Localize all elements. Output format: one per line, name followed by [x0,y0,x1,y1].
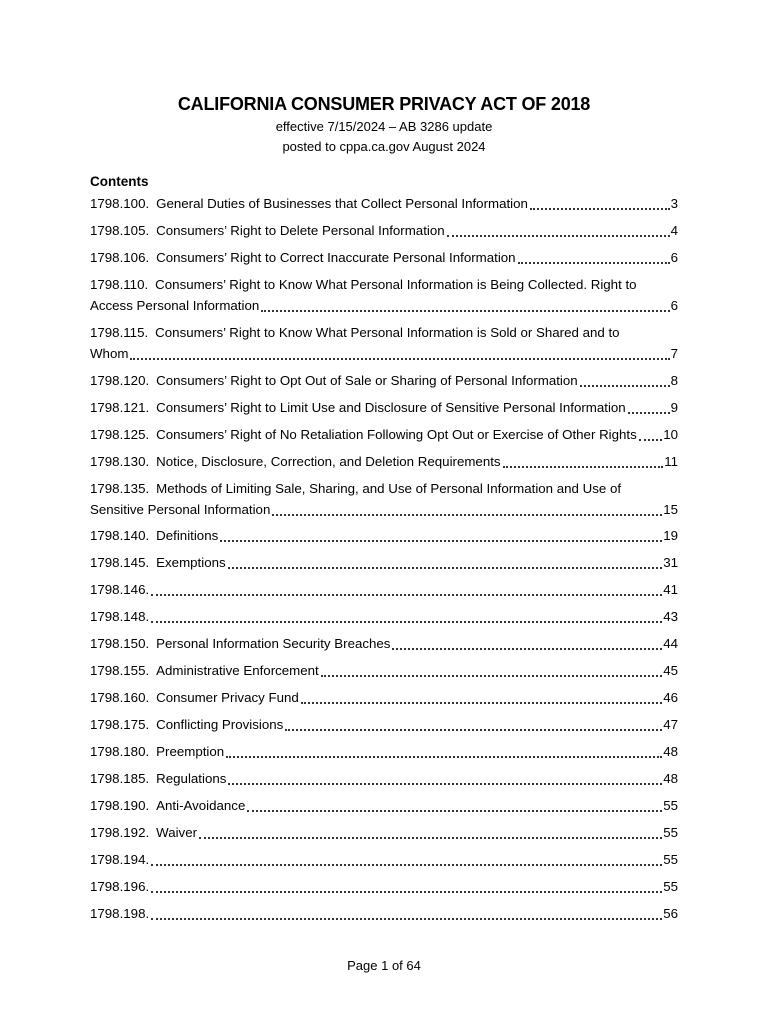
toc-line [90,903,678,924]
toc-section-number: 1798.105. [90,223,150,238]
toc-section-title: Definitions [156,528,219,543]
toc-dot-leader [228,783,662,785]
toc-dot-leader [261,310,669,312]
toc-entry[interactable] [90,220,678,241]
toc-entry[interactable] [90,579,678,600]
toc-entry[interactable] [90,903,678,924]
toc-page-number: 44 [663,636,678,651]
toc-dot-leader [130,358,669,360]
toc-dot-leader [226,756,662,758]
toc-line [90,397,678,418]
toc-section-number: 1798.140. [90,528,150,543]
toc-section-number: 1798.198. [90,906,150,921]
toc-page-number: 55 [663,825,678,840]
toc-entry[interactable] [90,822,678,843]
toc-section-title: Consumers’ Right to Know What Personal Information is Being Collected. Right to [155,277,637,292]
toc-line [90,499,678,520]
toc-dot-leader [151,918,662,920]
toc-section-title: Administrative Enforcement [156,663,319,678]
toc-page-number: 47 [663,717,678,732]
toc-section-number: 1798.145. [90,555,150,570]
toc-dot-leader [321,675,662,677]
toc-line [90,370,678,391]
toc-line [90,552,678,573]
page-footer: Page 1 of 64 [347,958,421,973]
toc-section-title-continued: Access Personal Information [90,298,260,313]
toc-line [90,478,678,499]
toc-line [90,424,678,445]
toc-page-number: 19 [663,528,678,543]
toc-line [90,714,678,735]
toc-section-number: 1798.180. [90,744,150,759]
toc-section-number: 1798.192. [90,825,150,840]
toc-section-number: 1798.160. [90,690,150,705]
toc-page-number: 11 [664,454,678,469]
toc-dot-leader [151,864,662,866]
toc-section-number: 1798.194. [90,852,150,867]
toc-page-number: 6 [670,298,678,313]
toc-page-number: 8 [670,373,678,388]
toc-entry[interactable] [90,247,678,268]
toc-line [90,295,678,316]
toc-dot-leader [272,514,662,516]
toc-dot-leader [639,439,662,441]
toc-line [90,274,678,295]
toc-section-number: 1798.148. [90,609,150,624]
toc-dot-leader [151,621,662,623]
toc-section-title: Consumers’ Right to Know What Personal Information is Sold or Shared and to [155,325,620,340]
toc-line [90,579,678,600]
toc-section-title: Consumers’ Right to Delete Personal Information [156,223,445,238]
toc-dot-leader [228,567,663,569]
toc-page-number: 4 [670,223,678,238]
toc-section-number: 1798.155. [90,663,150,678]
toc-page-number: 41 [663,582,678,597]
document-subtitle-posted: posted to cppa.ca.gov August 2024 [282,139,486,154]
toc-line [90,525,678,546]
toc-entry[interactable] [90,660,678,681]
toc-entry[interactable] [90,687,678,708]
toc-dot-leader [151,891,662,893]
toc-section-title-continued: Sensitive Personal Information [90,502,271,517]
toc-section-number: 1798.150. [90,636,150,651]
toc-line [90,451,678,472]
toc-page-number: 55 [663,879,678,894]
toc-line [90,247,678,268]
toc-entry[interactable] [90,525,678,546]
toc-dot-leader [518,262,670,264]
toc-section-number: 1798.175. [90,717,150,732]
toc-page-number: 31 [663,555,678,570]
toc-entry[interactable] [90,633,678,654]
toc-section-number: 1798.110. [90,277,149,292]
toc-line [90,876,678,897]
document-subtitle-effective: effective 7/15/2024 – AB 3286 update [275,119,493,134]
toc-section-number: 1798.120. [90,373,150,388]
toc-entry[interactable] [90,478,678,520]
toc-section-number: 1798.100. [90,196,150,211]
toc-dot-leader [530,208,670,210]
contents-heading: Contents [90,174,149,189]
toc-dot-leader [447,235,670,237]
toc-line [90,343,678,364]
toc-section-number: 1798.125. [90,427,150,442]
toc-line [90,795,678,816]
toc-page-number: 15 [663,502,678,517]
toc-dot-leader [503,466,664,468]
toc-page-number: 56 [663,906,678,921]
toc-section-title: Anti-Avoidance [156,798,246,813]
toc-section-title: Consumers’ Right to Limit Use and Disclosure of Sensitive Personal Information [156,400,626,415]
toc-section-number: 1798.135. [90,481,150,496]
toc-page-number: 43 [663,609,678,624]
toc-section-title: Methods of Limiting Sale, Sharing, and Use of Personal Information and Use of [156,481,622,496]
document-title: CALIFORNIA CONSUMER PRIVACY ACT OF 2018 [177,94,591,114]
toc-entry[interactable] [90,741,678,762]
toc-dot-leader [392,648,662,650]
toc-page-number: 9 [670,400,678,415]
toc-page-number: 55 [663,798,678,813]
toc-entry[interactable] [90,552,678,573]
toc-line [90,322,678,343]
toc-section-number: 1798.121. [90,400,150,415]
toc-dot-leader [247,810,662,812]
toc-entry[interactable] [90,606,678,627]
toc-section-title: Consumers’ Right of No Retaliation Following Opt Out or Exercise of Other Rights [156,427,637,442]
toc-dot-leader [151,594,662,596]
toc-entry[interactable] [90,397,678,418]
toc-section-number: 1798.115. [90,325,149,340]
toc-page-number: 45 [663,663,678,678]
toc-entry[interactable] [90,849,678,870]
toc-entry[interactable] [90,768,678,789]
toc-section-number: 1798.146. [90,582,150,597]
toc-section-title: Preemption [156,744,225,759]
toc-line [90,687,678,708]
toc-dot-leader [199,837,662,839]
toc-page-number: 48 [663,744,678,759]
toc-section-title: Regulations [156,771,227,786]
toc-section-title: Waiver [156,825,198,840]
toc-page-number: 46 [663,690,678,705]
toc-section-title: Notice, Disclosure, Correction, and Deletion Requirements [156,454,501,469]
toc-line [90,633,678,654]
toc-dot-leader [301,702,662,704]
toc-line [90,768,678,789]
toc-entry[interactable] [90,451,678,472]
toc-page-number: 10 [663,427,678,442]
toc-section-title: Exemptions [156,555,226,570]
toc-entry[interactable] [90,876,678,897]
toc-section-number: 1798.190. [90,798,150,813]
toc-entry[interactable] [90,322,678,364]
toc-section-title: Consumers’ Right to Opt Out of Sale or Sharing of Personal Information [156,373,578,388]
toc-section-number: 1798.106. [90,250,150,265]
toc-page-number: 7 [670,346,678,361]
toc-line [90,741,678,762]
toc-line [90,822,678,843]
toc-line [90,220,678,241]
toc-section-title: General Duties of Businesses that Collect Personal Information [156,196,528,211]
toc-page-number: 48 [663,771,678,786]
toc-section-title: Consumer Privacy Fund [156,690,299,705]
toc-page-number: 55 [663,852,678,867]
toc-section-number: 1798.185. [90,771,150,786]
toc-entry[interactable] [90,274,678,316]
toc-section-title-continued: Whom [90,346,129,361]
toc-dot-leader [580,385,670,387]
toc-page-number: 3 [670,196,678,211]
toc-section-title: Personal Information Security Breaches [156,636,391,651]
toc-entry[interactable] [90,795,678,816]
toc-section-number: 1798.196. [90,879,150,894]
toc-line [90,849,678,870]
toc-line [90,606,678,627]
toc-entry[interactable] [90,424,678,445]
toc-dot-leader [285,729,662,731]
toc-entry[interactable] [90,714,678,735]
toc-line [90,660,678,681]
toc-section-title: Consumers’ Right to Correct Inaccurate Personal Information [156,250,516,265]
toc-dot-leader [628,412,670,414]
toc-entry[interactable] [90,193,678,214]
toc-line [90,193,678,214]
toc-dot-leader [220,540,662,542]
toc-section-title: Conflicting Provisions [156,717,284,732]
toc-page-number: 6 [670,250,678,265]
toc-section-number: 1798.130. [90,454,150,469]
toc-entry[interactable] [90,370,678,391]
